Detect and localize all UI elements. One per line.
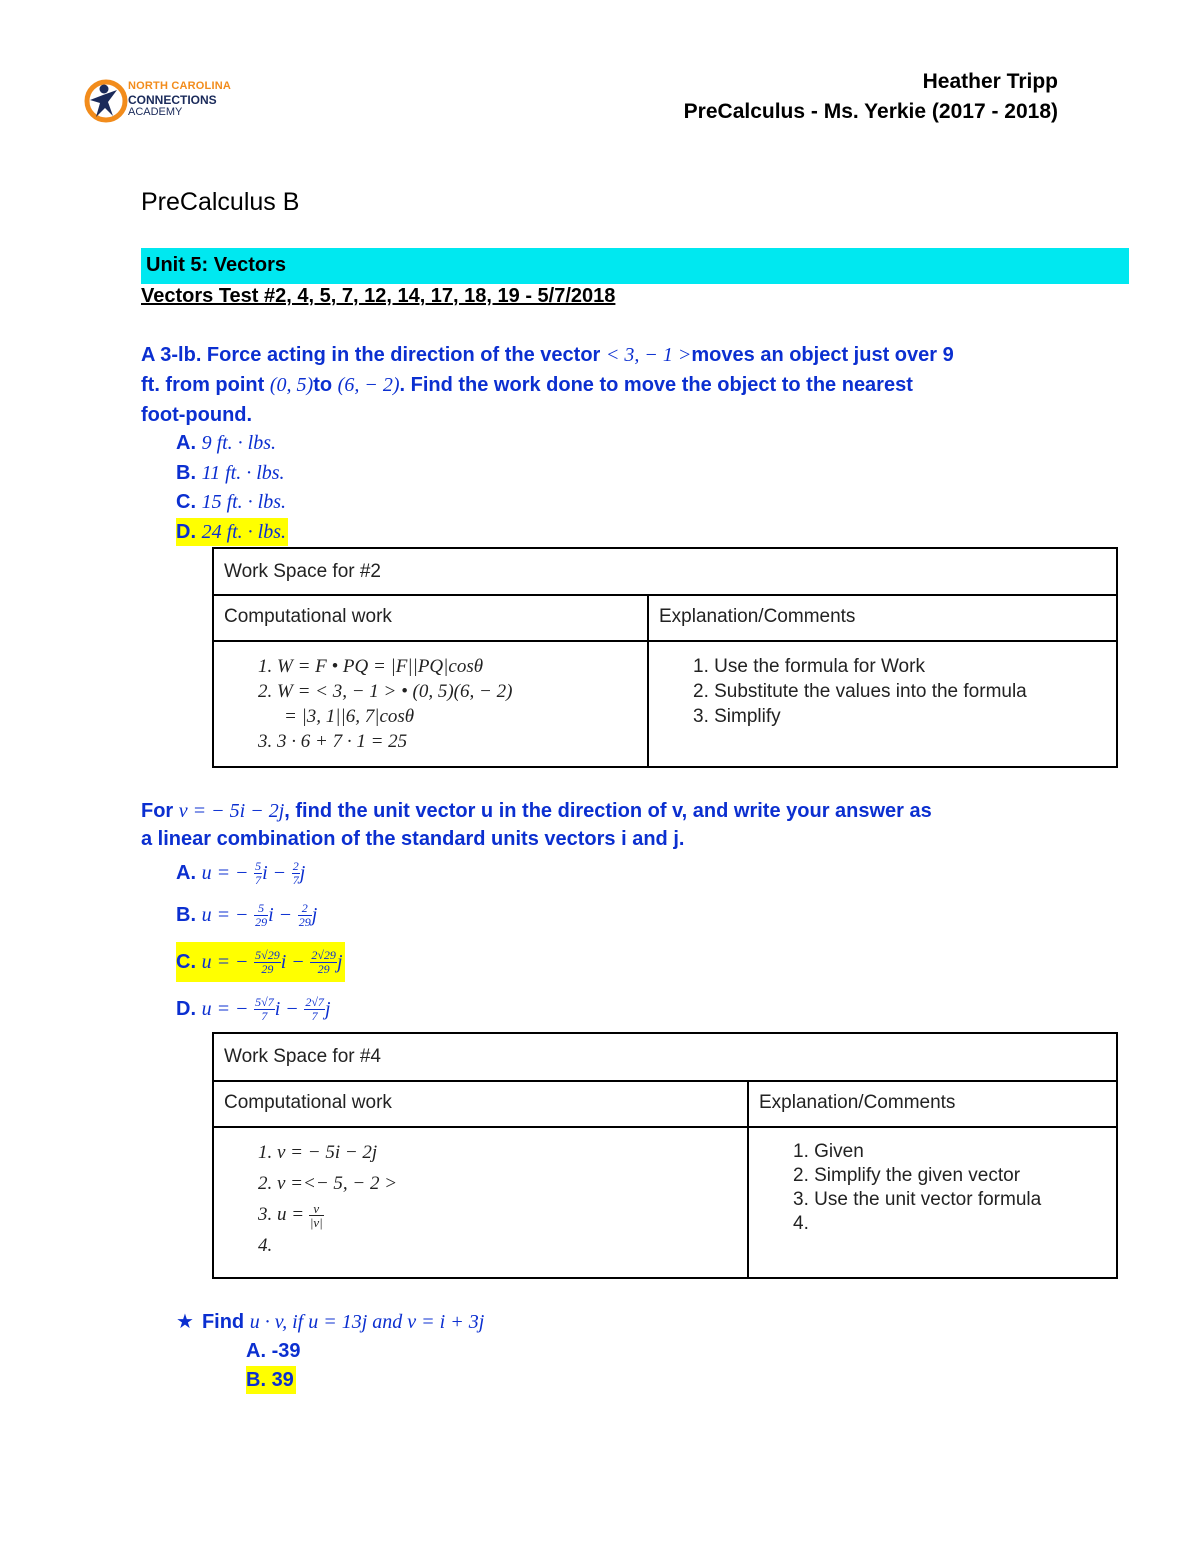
ws2-comment-3: 3. Simplify <box>693 706 781 727</box>
question-2-line-2: a linear combination of the standard units vectors i and j. <box>141 828 685 850</box>
ws4-comment-2: 2. Simplify the given vector <box>793 1165 1021 1186</box>
q3-choice-a[interactable]: A. -39 <box>246 1340 301 1362</box>
logo-line1: NORTH CAROLINA <box>128 80 232 92</box>
ws4-work-line-1: 1. v = − 5i − 2j <box>258 1142 378 1163</box>
workspace-4-col1 <box>214 1080 749 1126</box>
ws2-comment-2: 2. Substitute the values into the formula <box>693 681 1027 702</box>
workspace-4-title: Work Space for #4 <box>224 1046 382 1067</box>
workspace-4-col2 <box>749 1080 1116 1126</box>
question-1-line-1: A 3-lb. Force acting in the direction of the vector < 3, − 1 >moves an object just over 9 <box>141 344 954 366</box>
question-1-line-3: foot-pound. <box>141 404 253 426</box>
question-1-line-2: ft. from point (0, 5)to (6, − 2). Find the work done to move the object to the nearest <box>141 374 913 396</box>
workspace-2-col2-label: Explanation/Comments <box>659 606 856 627</box>
ws4-work-line-2: 2. v =<− 5, − 2 > <box>258 1173 398 1194</box>
star-icon: ★ <box>176 1311 194 1333</box>
q1-choice-d-selected[interactable]: D. 24 ft. · lbs. <box>176 518 288 546</box>
workspace-4-header-row <box>214 1080 1116 1128</box>
workspace-2-title-row <box>214 549 1116 596</box>
q2-choice-c-selected[interactable]: C. u = − $\frac{5√29}{29}$ i − $\frac{2√29}{29}$ j <box>176 942 345 982</box>
test-title: Vectors Test #2, 4, 5, 7, 12, 14, 17, 18, 19 - 5/7/2018 <box>141 285 616 307</box>
ws4-comment-3: 3. Use the unit vector formula <box>793 1189 1042 1210</box>
workspace-4-col1-label: Computational work <box>224 1092 392 1113</box>
q1-choice-c[interactable]: C. 15 ft. · lbs. <box>176 491 287 513</box>
logo-line2: CONNECTIONS <box>128 93 217 107</box>
workspace-2-table <box>212 547 1118 768</box>
course-name: PreCalculus - Ms. Yerkie (2017 - 2018) <box>683 100 1058 123</box>
school-logo <box>84 78 254 124</box>
q1-choice-b[interactable]: B. 11 ft. · lbs. <box>176 462 285 484</box>
q3-choice-b-selected[interactable]: B. 39 <box>246 1366 296 1394</box>
ws2-work-line-1: 1. W = F • PQ = |F||PQ|cosθ <box>258 656 484 677</box>
workspace-2-col1 <box>214 594 649 640</box>
unit-highlight-band <box>141 248 1129 284</box>
workspace-2-col1-label: Computational work <box>224 606 392 627</box>
workspace-2-header-row <box>214 594 1116 642</box>
question-2-line-1: For v = − 5i − 2j, find the unit vector u in the direction of v, and write your answer as <box>141 800 932 822</box>
workspace-4-col2-label: Explanation/Comments <box>759 1092 956 1113</box>
workspace-2-title: Work Space for #2 <box>224 561 382 582</box>
ws4-work-line-3: 3. u = $\frac{v}{|v|}$ <box>258 1201 323 1231</box>
ws2-work-line-2: 2. W = < 3, − 1 > • (0, 5)(6, − 2) <box>258 681 513 702</box>
workspace-4-comments-cell <box>749 1126 1116 1277</box>
author-name: Heather Tripp <box>922 70 1058 93</box>
ws2-comment-1: 1. Use the formula for Work <box>693 656 925 677</box>
logo-figure-icon <box>84 78 128 124</box>
q2-choice-d[interactable]: D. u = − $\frac{5√7}{7}$ i − $\frac{2√7}{7}$ j <box>176 995 331 1024</box>
workspace-2-col2 <box>649 594 1116 640</box>
workspace-4-work-cell <box>214 1126 749 1277</box>
workspace-2-comments-cell <box>649 640 1116 766</box>
ws2-work-line-3: 3. 3 · 6 + 7 · 1 = 25 <box>258 731 408 752</box>
logo-line3: ACADEMY <box>128 106 183 118</box>
ws2-work-line-2b: = |3, 1||6, 7|cosθ <box>284 706 415 727</box>
workspace-2-work-cell <box>214 640 649 766</box>
course-title: PreCalculus B <box>141 188 300 216</box>
unit-title: Unit 5: Vectors <box>146 254 287 276</box>
q1-choice-a[interactable]: A. 9 ft. · lbs. <box>176 432 277 454</box>
q2-choice-b[interactable]: B. u = − $\frac{5}{29}$ i − $\frac{2}{29}$ j <box>176 901 318 930</box>
question-3: ★ Find u · v, if u = 13j and v = i + 3j <box>176 1311 485 1333</box>
q2-choice-a[interactable]: A. u = − $\frac{5}{7}$ i − $\frac{2}{7}$ j <box>176 859 306 888</box>
workspace-4-title-row <box>214 1034 1116 1082</box>
workspace-4-table <box>212 1032 1118 1279</box>
ws4-comment-1: 1. Given <box>793 1141 864 1162</box>
ws4-comment-4: 4. <box>793 1213 809 1234</box>
ws4-work-line-4: 4. <box>258 1235 273 1257</box>
